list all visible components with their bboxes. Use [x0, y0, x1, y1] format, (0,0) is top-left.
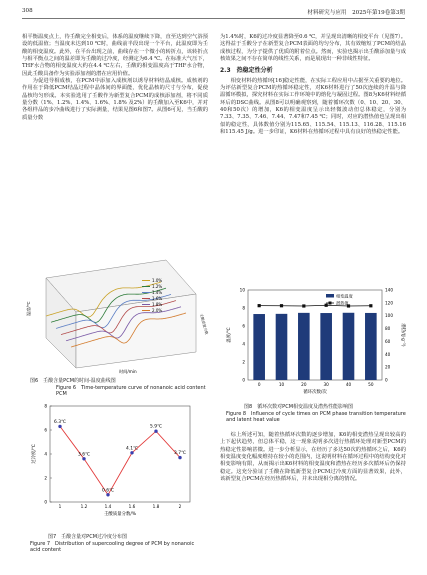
paragraph: 相变材料的热循环[16]稳定性能，在实际工程应用中占据至关重要的地位。为评估新型复合PCM的热循环稳定性，对K6材料进行了50次连续的升温与降温循环模拟，探究材料在实际工作环境中的熔化与凝固过程。图8为K6材料经循环后的DSC曲线。从图8可以明确观察到，随着循环次数（0、10、20、30、40和50次）的增加，K6的相变温度呈示出轻微波动但总体稳定，分别为7.33、7.35、7.46、7.44、7.47和7.45 ℃；同时，对应的潜热值也呈现出相似的稳定性，具体数值分别为115.65、115.54、115.13、116.28、115.16和115.45 J/g。进一步印证，K6材料在热循环过程中具有良好的热稳定性能。	[220, 77, 406, 136]
fig8-caption-zh: 图8 循环次数对PCM相变温度及潜热性能影响图	[244, 404, 354, 410]
fig7-data-label: 3.7℃	[174, 451, 186, 457]
fig7-ytick-label: 2	[44, 475, 47, 481]
fig7-data-point	[58, 425, 61, 428]
fig7-xtick-label: 1.8	[152, 504, 160, 509]
fig8-y2tick-label: 40	[385, 351, 391, 357]
fig8-xtick-label: 10	[278, 382, 285, 387]
figure-7-caption	[30, 534, 206, 554]
fig8-legend-marker	[329, 302, 332, 305]
paragraph: 为1.4%时，K6的过冷度显著降至0.6 ℃，并呈现出清晰的相变平台（见图7）。这得益于壬酸分子在新型复合PCM表面的均匀分布，其有效缩短了PCM的结晶成核过程，为分子提供了优质的附着位点。然而，实验也揭示出壬酸添加量与成核效果之间不存在简单的线性关系，而是展现出一种非线性特征。	[220, 34, 406, 63]
fig7-data-label: 0.6℃	[102, 488, 114, 494]
figure-6	[24, 256, 209, 374]
fig6-ylabel: 温度/℃	[26, 301, 31, 316]
fig7-data-point	[178, 456, 181, 459]
right-column	[220, 34, 406, 136]
figure-8-chart	[222, 282, 408, 400]
fig7-data-point	[82, 457, 85, 460]
fig6-legend-label: 1.6%	[152, 296, 163, 301]
fig8-y2tick-label: 20	[385, 364, 391, 370]
fig6-legend-label: 1.8%	[152, 302, 163, 307]
figure-8-caption	[226, 404, 406, 424]
fig8-xtick-label: 0	[257, 382, 261, 387]
fig6-legend-label: 1.4%	[152, 290, 163, 295]
fig8-y2tick-label: 100	[385, 313, 393, 319]
fig8-bar	[276, 314, 288, 380]
figure-7	[28, 398, 204, 522]
fig8-ylabel: 温度/℃	[227, 327, 232, 343]
fig8-data-point	[280, 304, 283, 307]
fig6-caption-zh: 图6 壬酸含量PCM的时间-温度曲线图	[30, 378, 116, 384]
fig8-y2tick-label: 60	[385, 338, 391, 344]
fig7-ytick-label: 4	[44, 451, 47, 457]
fig8-y2tick-label: 80	[385, 326, 391, 332]
fig8-bar	[253, 314, 265, 380]
section-title: 2.3 热稳定性分析	[220, 67, 273, 75]
fig7-xtick-label: 1.2	[80, 504, 88, 509]
fig8-data-point	[258, 304, 261, 307]
fig7-ytick-label: 0	[44, 499, 47, 505]
figure-8	[222, 282, 408, 400]
fig8-frame	[248, 290, 382, 380]
fig8-xlabel: 循环次数/次	[303, 390, 327, 395]
fig8-xtick-label: 50	[368, 382, 374, 387]
page-number: 308	[22, 8, 33, 14]
fig7-data-label: 4.1℃	[126, 446, 138, 452]
fig7-caption-zh: 图7 壬酸含量对PCM过冷度分布图	[48, 534, 128, 540]
fig8-ytick-label: 0	[242, 377, 245, 383]
fig7-xtick-label: 2	[178, 504, 182, 509]
fig8-data-point	[302, 304, 305, 307]
right-column-bottom	[220, 432, 406, 483]
fig6-xlabel: 时间/min	[119, 369, 137, 374]
fig7-ytick-label: 8	[44, 403, 47, 409]
fig8-ylabel2: 潜热/(J·g⁻¹)	[400, 323, 405, 347]
fig6-legend-label: 1.0%	[152, 278, 163, 283]
fig8-bar	[298, 313, 310, 380]
fig7-xtick-label: 1.6	[128, 504, 136, 509]
page-header	[22, 6, 405, 19]
fig8-y2tick-label: 140	[385, 287, 393, 293]
fig8-bar	[365, 313, 377, 380]
fig6-caption-en: Figure 6 Time-temperature curve of nonanoic acid content PCM	[56, 384, 206, 398]
fig8-xtick-label: 40	[345, 382, 352, 387]
fig7-ylabel: 过冷度/℃	[32, 444, 37, 464]
fig8-data-point	[325, 304, 328, 307]
fig8-legend-label: 相变温度	[336, 293, 353, 299]
fig7-frame	[50, 406, 190, 502]
paragraph: 为促进导相成核，在PCM中添加入成核剂以诱导材料结晶成核。成核剂的作用在于降低PCM结晶过程中晶体间的界面能，优化晶核的尺寸与分布，促使晶核均匀形成。本实验选用了壬酸作为新型复合PCM的成核添加剂，将不同质量分数（1%、1.2%、1.4%、1.6%、1.8% 及2%）的壬酸加入至K6中，并对各组样品的步冷曲线进行了实际测量，结果见图6和图7。从图6可见，当壬酸的质量分数	[22, 78, 208, 121]
fig8-ytick-label: 4	[242, 341, 245, 347]
fig8-data-point	[369, 304, 372, 307]
fig8-bar	[343, 313, 355, 380]
figure-6-plot	[24, 256, 209, 374]
fig7-series-line	[60, 426, 180, 494]
fig7-data-label: 6.3℃	[54, 419, 66, 425]
fig6-legend-label: 1.2%	[152, 284, 163, 289]
paragraph: 综上所述可知，随着热循环次数的逐步增加，K6的相变潜热呈现出较高的上下起伏趋势，但总体平稳，这一现象说明多次进行热循环处理对新型PCM的热稳定性影响甚微。进一步分析显示，在经历了多达50次的热循环之后，K6的相变温度变化幅度维持在较小的范围内，这说明材料在循环过程中的结构变化对相变影响有限，从而揭示出K6材料的相变温度和潜热在经历多次循环后仍保持稳定。这充分验证了壬酸在降低新型复合PCM过冷度方面的显著效果，此外，该新型复合PCM在经历热循环后，并未出现相分离的情况。	[220, 432, 406, 483]
fig7-data-label: 5.9℃	[150, 424, 162, 430]
fig8-caption-en: Figure 8 Influence of cycle times on PCM phase transition temperature and latent heat value	[226, 410, 406, 424]
fig7-ytick-label: 6	[44, 427, 47, 433]
fig7-xlabel: 壬酸质量分数/%	[104, 512, 136, 517]
fig7-data-label: 3.6℃	[78, 452, 90, 458]
fig6-legend-label: 2.0%	[152, 308, 163, 313]
left-column	[22, 34, 208, 122]
fig7-caption-en: Figure 7 Distribution of supercooling degree of PCM by nonanoic acid content	[30, 540, 195, 554]
paragraph: 相平衡温度点上，待壬酸完全相变后，体系的温度继续下降，直至达到空气浴预设的低温值；当温度未达到10 ℃时，曲线前半段出现一个平台，此温度即为壬酸的相变温度。此外，在平台出现之前，曲线存在一个微小的转折点，该转折点与相平衡点之间的温差即为壬酸的过冷度，经测定为6.4 ℃。在标准大气压下，THF水合物的相变温度大约在4.4 ℃左右，壬酸的相变温度高于THF水合物，因此壬酸具备作为实验添加剂的潜在应用价值。	[22, 34, 208, 77]
fig7-xtick-label: 1.4	[104, 504, 112, 509]
fig6-zlabel: 壬酸质量分数	[199, 313, 209, 336]
fig7-data-point	[130, 451, 133, 454]
fig8-ytick-label: 8	[242, 305, 245, 311]
fig7-xtick-label: 1	[58, 504, 62, 509]
fig8-ytick-label: 10	[239, 287, 245, 293]
fig8-ytick-label: 6	[242, 323, 245, 329]
fig8-y2tick-label: 0	[385, 377, 388, 383]
journal-title: 材料研究与应用 2025年第19卷第3期	[307, 10, 405, 16]
figure-6-caption	[30, 378, 206, 398]
fig8-ytick-label: 2	[242, 359, 245, 365]
fig8-xtick-label: 30	[323, 382, 329, 387]
fig8-legend-label: 潜热值	[336, 300, 349, 306]
fig8-bar	[320, 313, 332, 380]
fig8-legend-swatch	[326, 294, 334, 298]
fig8-series-line	[259, 305, 371, 306]
figure-7-chart	[28, 398, 204, 522]
fig8-y2tick-label: 120	[385, 300, 393, 306]
fig8-xtick-label: 20	[301, 382, 307, 387]
fig7-data-point	[106, 493, 109, 496]
fig7-data-point	[154, 430, 157, 433]
